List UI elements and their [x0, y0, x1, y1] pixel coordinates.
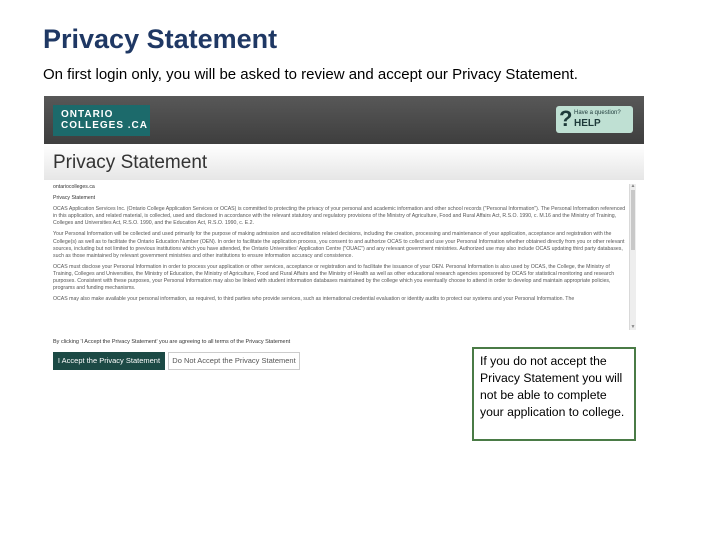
- scroll-down-icon[interactable]: ▼: [630, 324, 636, 330]
- statement-heading: Privacy Statement: [53, 195, 96, 202]
- privacy-statement-text: [53, 184, 630, 330]
- question-mark-icon: ?: [559, 106, 573, 131]
- page-header: [44, 144, 644, 180]
- help-button[interactable]: [556, 106, 633, 133]
- top-bar: [44, 96, 644, 144]
- help-label: HELP: [574, 118, 601, 129]
- scroll-up-icon[interactable]: ▲: [630, 183, 636, 189]
- site-name: ontariocolleges.ca: [53, 184, 95, 190]
- slide-subtitle: On first login only, you will be asked to review and accept our Privacy Statement.: [43, 66, 578, 83]
- statement-paragraph: OCAS may also make available your personal information, as required, to third parties who provide services, such as international credential evaluation or identity audits to protect our systems and your Personal Information. The: [53, 296, 575, 303]
- callout-note: If you do not accept the Privacy Statement you will not be able to complete your application to college.: [472, 347, 636, 441]
- slide-title: Privacy Statement: [43, 24, 278, 54]
- statement-paragraph: OCAS Application Services Inc. (Ontario College Application Services or OCAS) is committed to protecting the privacy of your personal and academic information and other school records ("Personal Information"). The Personal Information referenced in this application, and related material, is collected, used and disclosed in accordance with the relevant statutory and regulatory provisions of the Ministry of Agriculture, Food and Rural Affairs Act, R.S.O. 1990, c. M.16 and the Ministry of Training, Colleges and Universities Act, R.S.O. 1990, and the Education Act, R.S.O. 1990, c. E.2.: [53, 206, 626, 227]
- privacy-screenshot: [44, 96, 644, 376]
- content-scrollbar[interactable]: [629, 184, 636, 330]
- statement-paragraph: Your Personal Information will be collected and used primarily for the purpose of making admission and accreditation related decisions, including the creation, processing and maintenance of your application, acceptance and registration with the College(s) as well as to facilitate the Ontario Education Number (OEN). In order to facilitate the application process, you consent to and authorize OCAS to collect and use your Personal Information whether obtained directly from you or other relevant sources, including but not limited to previous institutions which you have attended, the Ontario Universities' Application Centre ("OUAC") and any relevant government ministries. Authorized use may also include OCAS updating third party databases, such as those maintained by relevant government ministries and other institutions to ensure information accuracy and consistence.: [53, 231, 625, 259]
- scroll-thumb[interactable]: [631, 190, 635, 250]
- help-caption: Have a question?: [574, 110, 621, 116]
- accept-privacy-button[interactable]: I Accept the Privacy Statement: [53, 352, 165, 370]
- statement-paragraph: OCAS must disclose your Personal Information in order to process your application or other services, acceptance or registration and to facilitate the issuance of your OEN. Personal Information is also used by OCAS, the College, the Ministry of Training, Colleges and Universities, the Ministry of Education, the Ministry of Agriculture, Food and Rural Affairs and the Ministry of Health as well as other educational research agencies sponsored by OCAS for statistical monitoring and research purposes. Consistent with these purposes, your Personal Information may also be linked with student information databases maintained by the college which you eventually choose to attend in order to develop and maintain appropriate policies, programs and funding mechanisms.: [53, 263, 615, 292]
- logo-line-2: COLLEGES .CA: [61, 120, 149, 131]
- page-title: Privacy Statement: [53, 152, 208, 173]
- logo-line-1: ONTARIO: [61, 109, 114, 120]
- decline-privacy-button[interactable]: Do Not Accept the Privacy Statement: [168, 352, 300, 370]
- ontario-colleges-logo[interactable]: [53, 105, 150, 136]
- agreement-notice: By clicking 'I Accept the Privacy Statement' you are agreeing to all terms of the Privacy Statement: [53, 339, 291, 345]
